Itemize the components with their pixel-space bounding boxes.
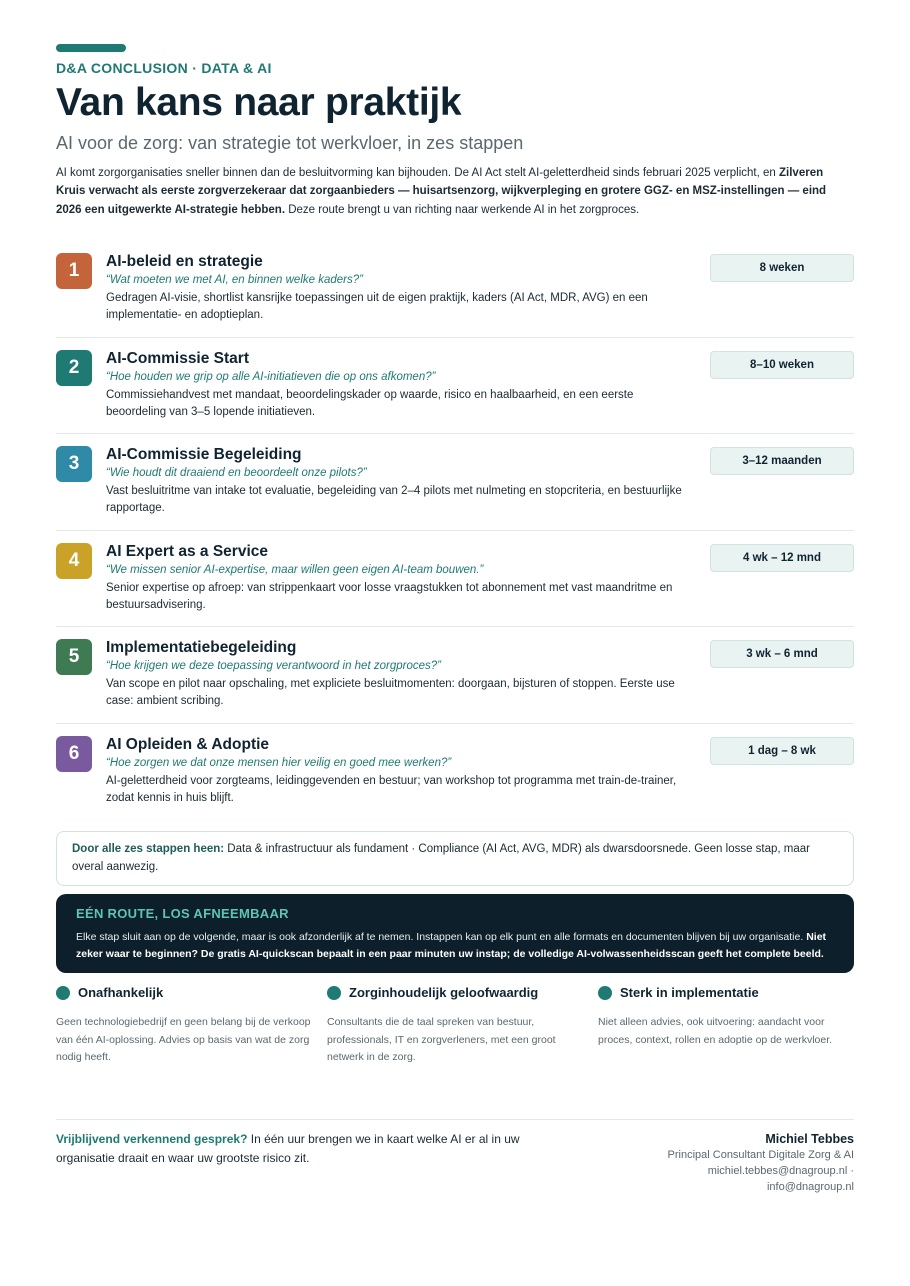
route-title: EÉN ROUTE, LOS AFNEEMBAAR bbox=[76, 905, 289, 921]
intro-bold: Zilveren Kruis verwacht als eerste zorgverzekeraar dat zorgaanbieders — huisartsenzorg, wijkverpleging en grotere GGZ- en MSZ-instellingen — eind 2026 een uitgewerkte AI-strategie hebben. bbox=[56, 166, 827, 216]
step-body bbox=[106, 253, 691, 325]
step-question: “Hoe krijgen we deze toepassing verantwoord in het zorgproces?” bbox=[106, 660, 441, 673]
contact-block bbox=[668, 1130, 854, 1196]
step-question: “Hoe houden we grip op alle AI-initiatieven die op ons afkomen?” bbox=[106, 370, 436, 383]
pillar-text: Geen technologiebedrijf en geen belang bij de verkoop van één AI-oplossing. Advies op basis van wat de zorg nodig heeft. bbox=[56, 1016, 311, 1064]
step-body bbox=[106, 639, 691, 711]
step-body bbox=[106, 350, 691, 422]
step-title: AI Opleiden & Adoptie bbox=[106, 735, 270, 753]
pillars bbox=[56, 985, 854, 1066]
intro-part2: Deze route brengt u van richting naar werkende AI in het zorgproces. bbox=[285, 203, 640, 216]
accent-bar bbox=[56, 44, 126, 52]
dot-icon bbox=[598, 986, 612, 1000]
step-item bbox=[56, 253, 854, 338]
step-number-badge: 3 bbox=[56, 446, 92, 482]
eyebrow: D&A CONCLUSION · DATA & AI bbox=[56, 60, 272, 76]
step-title: AI-Commissie Begeleiding bbox=[106, 446, 302, 464]
pillar bbox=[598, 985, 854, 1066]
cross-cutting-note bbox=[56, 831, 854, 886]
duration-badge: 4 wk – 12 mnd bbox=[710, 544, 854, 572]
footer bbox=[56, 1119, 854, 1196]
pillar bbox=[56, 985, 312, 1066]
step-number-badge: 6 bbox=[56, 736, 92, 772]
route-text-plain: Elke stap sluit aan op de volgende, maar is ook afzonderlijk af te nemen. Instappen kan op elk punt en alle formats en documenten blijven bij uw organisatie. bbox=[76, 930, 807, 943]
cross-cutting-label: Door alle zes stappen heen: bbox=[72, 843, 225, 856]
pillar-heading bbox=[327, 985, 583, 1000]
step-item bbox=[56, 543, 854, 628]
pillar-text: Niet alleen advies, ook uitvoering: aandacht voor proces, context, rollen en adoptie op de werkvloer. bbox=[598, 1016, 833, 1046]
cta-text: In één uur brengen we in kaart welke AI er al in uw organisatie draait en waar uw grootste risico zit. bbox=[56, 1132, 520, 1166]
step-title: AI-beleid en strategie bbox=[106, 253, 263, 271]
pillar-title: Zorginhoudelijk geloofwaardig bbox=[349, 985, 539, 1001]
contact-role: Principal Consultant Digitale Zorg & AI bbox=[667, 1149, 854, 1162]
step-body bbox=[106, 446, 691, 518]
step-title: Implementatiebegeleiding bbox=[106, 639, 297, 657]
pillar-heading bbox=[598, 985, 854, 1000]
step-number-badge: 5 bbox=[56, 639, 92, 675]
info-email[interactable]: info@dnagroup.nl bbox=[766, 1181, 854, 1193]
pillar-heading bbox=[56, 985, 312, 1000]
step-description: Van scope en pilot naar opschaling, met expliciete besluitmomenten: doorgaan, bijsturen of stoppen. Eerste use case: ambient scribing. bbox=[106, 678, 675, 708]
document-page bbox=[56, 44, 854, 1066]
step-title: AI Expert as a Service bbox=[106, 542, 268, 560]
pillar bbox=[327, 985, 583, 1066]
contact-email[interactable]: michiel.tebbes@dnagroup.nl · bbox=[707, 1165, 854, 1178]
route-text bbox=[76, 929, 834, 963]
duration-badge: 1 dag – 8 wk bbox=[710, 737, 854, 765]
step-description: Commissiehandvest met mandaat, beoordelingskader op waarde, risico en haalbaarheid, en een eerste beoordeling van 3–5 lopende initiatieven. bbox=[106, 388, 634, 418]
step-question: “We missen senior AI-expertise, maar willen geen eigen AI-team bouwen.” bbox=[106, 563, 484, 576]
cta-bold: Vrijblijvend verkennend gesprek? bbox=[56, 1132, 248, 1146]
pillar-title: Sterk in implementatie bbox=[620, 985, 759, 1001]
intro-part1: AI komt zorgorganisaties sneller binnen dan de besluitvorming kan bijhouden. De AI Act stelt AI-geletterdheid sinds februari 2025 verplicht, en bbox=[56, 166, 780, 179]
step-question: “Hoe zorgen we dat onze mensen hier veilig en goed mee werken?” bbox=[106, 756, 452, 769]
contact-name: Michiel Tebbes bbox=[765, 1132, 854, 1146]
duration-badge: 3–12 maanden bbox=[710, 447, 854, 475]
pillar-text: Consultants die de taal spreken van bestuur, professionals, IT en zorgverleners, met een groot netwerk in de zorg. bbox=[327, 1016, 556, 1064]
route-callout bbox=[56, 894, 854, 974]
step-description: AI-geletterdheid voor zorgteams, leidinggevenden en bestuur; van workshop tot programma met train-de-trainer, zodat kennis in huis blijft. bbox=[106, 774, 677, 804]
step-question: “Wat moeten we met AI, en binnen welke kaders?” bbox=[106, 274, 363, 287]
duration-badge: 8 weken bbox=[710, 254, 854, 282]
duration-badge: 8–10 weken bbox=[710, 351, 854, 379]
step-description: Senior expertise op afroep: van strippenkaart voor losse vraagstukken tot abonnement met vast maandritme en bestuursadvisering. bbox=[106, 581, 673, 611]
step-item bbox=[56, 736, 854, 820]
step-question: “Wie houdt dit draaiend en beoordeelt onze pilots?” bbox=[106, 467, 367, 480]
cross-cutting-text: Data & infrastructuur als fundament · Compliance (AI Act, AVG, MDR) als dwarsdoorsnede. Geen losse stap, maar overal aanwezig. bbox=[72, 843, 811, 874]
step-item bbox=[56, 446, 854, 531]
dot-icon bbox=[327, 986, 341, 1000]
page-subtitle: AI voor de zorg: van strategie tot werkvloer, in zes stappen bbox=[56, 132, 524, 153]
step-number-badge: 2 bbox=[56, 350, 92, 386]
page-title: Van kans naar praktijk bbox=[56, 81, 462, 124]
intro-paragraph bbox=[56, 164, 854, 219]
step-item bbox=[56, 350, 854, 435]
step-item bbox=[56, 639, 854, 724]
step-body bbox=[106, 543, 691, 615]
steps-list bbox=[56, 253, 854, 819]
step-description: Vast besluitritme van intake tot evaluatie, begeleiding van 2–4 pilots met nulmeting en stopcriteria, en bestuurlijke rapportage. bbox=[106, 485, 682, 515]
step-number-badge: 1 bbox=[56, 253, 92, 289]
dot-icon bbox=[56, 986, 70, 1000]
duration-badge: 3 wk – 6 mnd bbox=[710, 640, 854, 668]
step-description: Gedragen AI-visie, shortlist kansrijke toepassingen uit de eigen praktijk, kaders (AI Act, MDR, AVG) en een implementatie- en adoptieplan. bbox=[106, 292, 648, 322]
route-text-bold: Niet zeker waar te beginnen? De gratis AI-quickscan bepaalt in een paar minuten uw instap; de volledige AI-volwassenheidsscan geeft het complete beeld. bbox=[76, 930, 827, 960]
step-number-badge: 4 bbox=[56, 543, 92, 579]
call-to-action bbox=[56, 1130, 576, 1196]
step-title: AI-Commissie Start bbox=[106, 349, 249, 367]
pillar-title: Onafhankelijk bbox=[78, 985, 164, 1001]
step-body bbox=[106, 736, 691, 808]
